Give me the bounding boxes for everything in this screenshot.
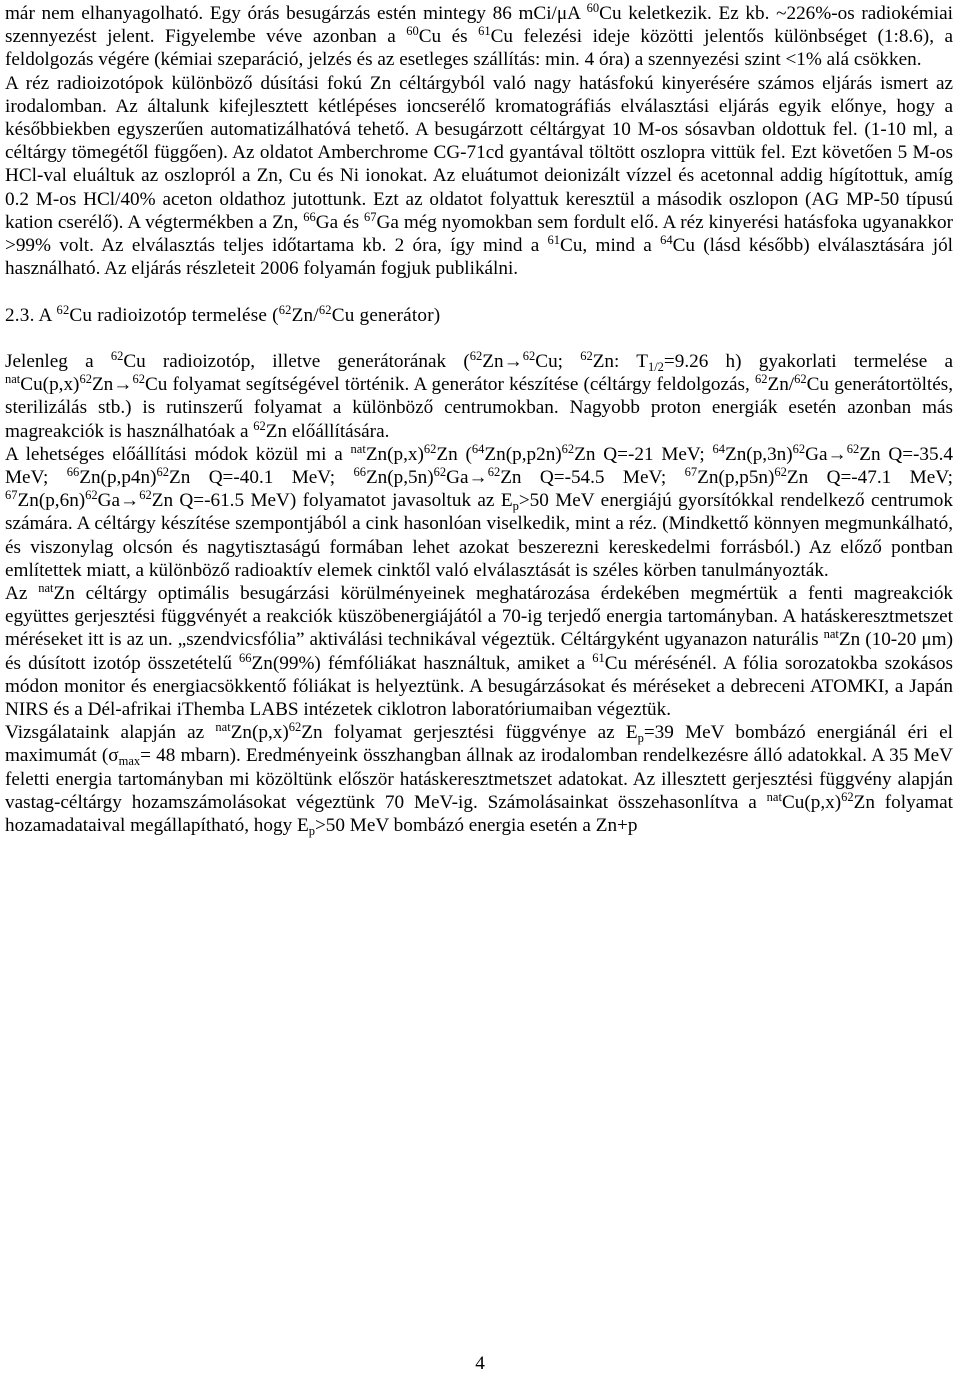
subscript: 1/2 xyxy=(647,360,664,375)
subscript: max xyxy=(118,754,141,769)
superscript: 62 xyxy=(79,372,92,387)
superscript: 62 xyxy=(846,441,860,456)
superscript: 62 xyxy=(85,488,98,503)
superscript: 62 xyxy=(278,302,292,317)
superscript: 67 xyxy=(684,465,698,480)
superscript: 66 xyxy=(239,650,252,665)
superscript: 62 xyxy=(774,465,787,480)
superscript: 62 xyxy=(754,372,768,387)
superscript: 66 xyxy=(66,465,80,480)
superscript: nat xyxy=(5,372,21,387)
page-number: 4 xyxy=(475,1353,485,1374)
superscript: 61 xyxy=(478,24,491,39)
superscript: 62 xyxy=(487,465,501,480)
superscript: nat xyxy=(766,789,782,804)
superscript: 62 xyxy=(423,441,437,456)
paragraph-excitation-function: Vizsgálataink alapján az $^{nat}Zn(p,x)^{62}Zn$ folyamat gerjesztési függvénye az $E_p=39$ MeV bombázó energiánál éri el maximumát ($\sigma_{max}= 48$ mbarn). Eredményeink összhangban állnak az irodalomban rendelkezésre álló adatokkal. A 35 MeV feletti energia tartományban mi közöltünk először hatáskeresztmetszet adatokat. Az illesztett gerjesztési függvény alapján vastag-céltárgy hozamszámolásokat végeztünk 70 MeV-ig. Számolásainkat összehasonlítva a $^{nat}Cu(p,x)^{62}Zn$ folyamat hozamadataival megállapítható, hogy $E_p>50$ MeV bombázó energia esetén a Zn+p xyxy=(5,720,953,839)
superscript: 62 xyxy=(841,789,854,804)
paragraph-generator-production: Jelenleg a $^{62}$Cu radioizotóp, illetve generátorának ($^{62}$Zn→$^{62}$Cu; $^{62}$Zn: $T_{1/2}=9.26$ h) gyakorlati termelése a $^{nat}Cu(p,x)^{62}Zn\to^{62}Cu$ folyamat segítségével történik. A generátor készítése (céltárgy feldolgozás, $^{62}$Zn/$^{62}$Cu generátortöltés, sterilizálás stb.) is rutinszerű folyamat a különböző centrumokban. Nagyobb proton energiák esetén azonban más magreakciók is használhatóak a $^{62}$Zn előállítására. xyxy=(5,349,954,442)
paragraph-irradiation-conditions: Az $^{nat}$Zn céltárgy optimális besugárzási körülményeinek meghatározása érdekében megmértük a fenti magreakciók együttes gerjesztési függvényét a reakciók küszöbenergiájától a 70-ig terjedő energia tartományban. A hatáskeresztmetszet méréseket itt is az un. „szendvicsfólia” aktiválási technikával végeztük. Céltárgyként ugyanazon naturális $^{nat}$Zn (10-20 μm) és dúsított izotóp összetételű $^{66}$Zn(99%) fémfóliákat használtuk, amiket a $^{61}$Cu mérésénél. A fólia sorozatokba szokásos módon monitor és energiacsökkentő fóliákat is helyeztünk. A besugárzásokat és méréseket a debreceni ATOMKI, a Japán NIRS és a Dél-afrikai iThemba LABS intézetek ciklotron laboratóriumaiban végeztük. xyxy=(5,581,954,721)
superscript: 67 xyxy=(5,488,18,503)
paragraph-copper-separation: A réz radioizotópok különböző dúsítási fokú Zn céltárgyból való nagy hatásfokú kinyerésére számos eljárás ismert az irodalomban. Az általunk kifejlesztett kétlépéses ioncserélő kromatográfiás elválasztási eljárás egyik előnye, hogy a későbbiekben egyszerűen automatizálhatóvá tehető. A besugárzott céltárgyat 10 M-os sósavban oldottuk fel. (1-10 ml, a céltárgy tömegétől függően). Az oldatot Amberchrome CG-71cd gyantával töltött oszlopra vittük fel. Ezt követően 5 M-os HCl-val eluáltuk az oszlopról a Zn, Cu és Ni ionokat. Az eluátumot deionizált vízzel és acetonnal addig hígítottuk, amíg 0.2 M-os HCl/40% aceton oldathoz jutottunk. Ezt az oldatot folyattuk keresztül a második oszlopon (AG MP-50 típusú kation cserélő). A végtermékben a Zn, $^{66}$Ga és $^{67}$Ga még nyomokban sem fordult elő. A réz kinyerési hatásfoka ugyanakkor >99% volt. Az elválasztás teljes időtartama kb. 2 óra, így mind a $^{61}$Cu, mind a $^{64}$Cu (lásd később) elválasztására jól használható. Az eljárás részleteit 2006 folyamán fogjuk publikálni. xyxy=(5,72,953,280)
superscript: nat xyxy=(350,441,366,456)
superscript: 62 xyxy=(792,441,806,456)
superscript: 64 xyxy=(660,233,673,248)
document-body xyxy=(5,2,953,837)
subscript: p xyxy=(512,499,519,514)
superscript: 66 xyxy=(353,465,366,480)
subscript: p xyxy=(637,731,644,746)
superscript: 61 xyxy=(547,233,561,248)
superscript: 62 xyxy=(433,465,447,480)
superscript: 62 xyxy=(288,720,302,735)
superscript: 62 xyxy=(580,349,593,364)
superscript: 62 xyxy=(56,302,70,317)
paragraph-continued: már nem elhanyagolható. Egy órás besugárzás estén mintegy 86 mCi/μA $^{60}$Cu keletkezik. Ez kb. ~226%-os radiokémiai szennyezést jelent. Figyelembe véve azonban a $^{60}$Cu és $^{61}$Cu felezési ideje közötti jelentős különbséget (1:8.6), a feldolgozás végére (kémiai szeparáció, jelzés és az esetleges szállítás: min. 4 óra) a szennyezési szint <1% alá csökken. xyxy=(5,1,954,71)
superscript: 61 xyxy=(592,650,605,665)
superscript: nat xyxy=(823,627,839,642)
superscript: 64 xyxy=(712,441,725,456)
superscript: 62 xyxy=(156,465,169,480)
superscript: 66 xyxy=(303,209,316,224)
superscript: 60 xyxy=(406,24,419,39)
superscript: 64 xyxy=(471,441,485,456)
superscript: 60 xyxy=(586,1,600,15)
superscript: 62 xyxy=(561,441,575,456)
superscript: nat xyxy=(215,720,231,735)
heading-spacer xyxy=(5,327,953,350)
superscript: 62 xyxy=(139,488,152,503)
superscript: 62 xyxy=(253,418,266,433)
section-heading: 2.3. A $^{62}$Cu radioizotóp termelése ($^{62}$Zn/$^{62}$Cu generátor) xyxy=(5,302,441,326)
paragraph-spacer xyxy=(5,280,953,303)
superscript: 62 xyxy=(522,349,536,364)
subscript: p xyxy=(308,824,315,839)
superscript: 62 xyxy=(794,372,807,387)
superscript: 62 xyxy=(469,349,483,364)
superscript: 62 xyxy=(318,302,332,317)
paragraph-production-routes: A lehetséges előállítási módok közül mi a $^{nat}Zn(p,x)^{62}Zn$ ($^{64}Zn(p,p2n)^{62}Zn$ Q=-21 MeV; $^{64}Zn(p,3n)^{62}Ga\to^{62}Zn$ Q=-35.4 MeV; $^{66}Zn(p,p4n)^{62}Zn$ Q=-40.1 MeV; $^{66}Zn(p,5n)^{62}Ga\to^{62}Zn$ Q=-54.5 MeV; $^{67}Zn(p,p5n)^{62}Zn$ Q=-47.1 MeV; $^{67}Zn(p,6n)^{62}Ga\to^{62}Zn$ Q=-61.5 MeV) folyamatot javasoltuk az $E_p>50$ MeV energiájú gyorsítókkal rendelkező centrumok számára. A céltárgy készítése szempontjából a cink hasonlóan viselkedik, mint a réz. (Mindkettő könnyen megmunkálható, és viszonylag olcsón és nagytisztaságú formában lehet azokat beszerezni kereskedelmi forrásból.) Az előző pontban említettek miatt, a különböző radioaktív elemek cinktől való elválasztását is széles körben tanulmányozták. xyxy=(5,441,953,581)
superscript: nat xyxy=(38,581,54,596)
superscript: 62 xyxy=(132,372,145,387)
superscript: 67 xyxy=(364,209,377,224)
superscript: 62 xyxy=(110,349,124,364)
